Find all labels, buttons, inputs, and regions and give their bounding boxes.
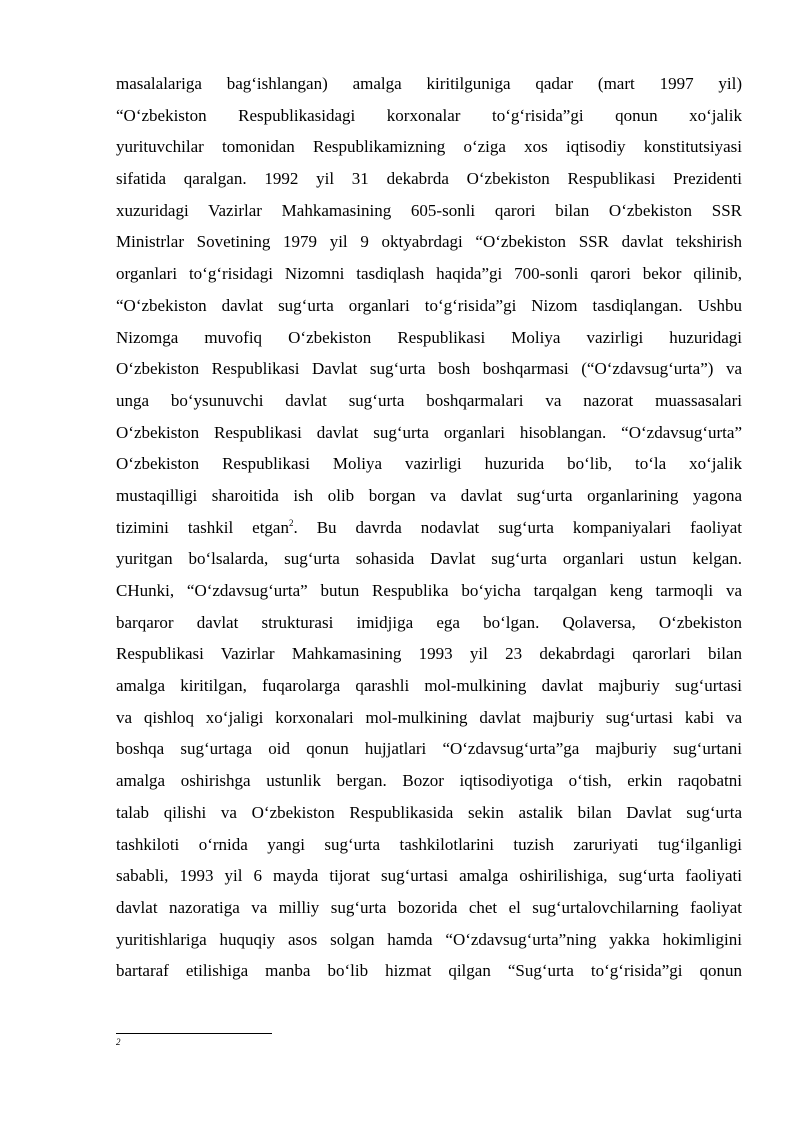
text-line-with-footnote	[116, 512, 742, 544]
text-line: O‘zbekiston Respublikasi davlat sug‘urta organlari hisoblangan. “O‘zdavsug‘urta”	[116, 422, 742, 442]
text-line: masalalariga bag‘ishlangan) amalga kiritilguniga qadar (mart 1997 yil)	[116, 74, 742, 93]
text-line: yuritishlariga huquqiy asos solgan hamda “O‘zdavsug‘urta”ning yakka hokimligini	[116, 929, 742, 949]
footnote-separator	[116, 1033, 272, 1034]
text-segment: tizimini tashkil etgan	[116, 517, 289, 537]
text-line: “O‘zbekiston davlat sug‘urta organlari to‘g‘risida”gi Nizom tasdiqlangan. Ushbu	[116, 295, 742, 315]
text-line: yuritgan bo‘lsalarda, sug‘urta sohasida Davlat sug‘urta organlari ustun kelgan.	[116, 549, 742, 569]
text-line: O‘zbekiston Respublikasi Moliya vazirligi huzurida bo‘lib, to‘la xo‘jalik	[116, 454, 742, 474]
text-line: unga bo‘ysunuvchi davlat sug‘urta boshqarmalari va nazorat muassasalari	[116, 390, 742, 410]
text-line: talab qilishi va O‘zbekiston Respublikasida sekin astalik bilan Davlat sug‘urta	[116, 802, 742, 822]
text-line: Ministrlar Sovetining 1979 yil 9 oktyabrdagi “O‘zbekiston SSR davlat tekshirish	[116, 232, 742, 252]
text-line: barqaror davlat strukturasi imidjiga ega bo‘lgan. Qolaversa, O‘zbekiston	[116, 612, 742, 632]
text-line: O‘zbekiston Respublikasi Davlat sug‘urta bosh boshqarmasi (“O‘zdavsug‘urta”) va	[116, 359, 742, 379]
text-line: CHunki, “O‘zdavsug‘urta” butun Respublika bo‘yicha tarqalgan keng tarmoqli va	[116, 581, 742, 600]
text-line: bartaraf etilishiga manba bo‘lib hizmat qilgan “Sug‘urta to‘g‘risida”gi qonun	[116, 961, 742, 981]
text-line: boshqa sug‘urtaga oid qonun hujjatlari “O‘zdavsug‘urta”ga majburiy sug‘urtani	[116, 739, 742, 759]
text-line: davlat nazoratiga va milliy sug‘urta bozorida chet el sug‘urtalovchilarning faoliyat	[116, 897, 742, 917]
footnote-reference[interactable]: 2	[288, 517, 294, 528]
text-line: organlari to‘g‘risidagi Nizomni tasdiqlash haqida”gi 700-sonli qarori bekor qilinib,	[116, 264, 742, 284]
text-line: amalga kiritilgan, fuqarolarga qarashli mol-mulkining davlat majburiy sug‘urtasi	[116, 676, 742, 696]
text-line: va qishloq xo‘jaligi korxonalari mol-mulkining davlat majburiy sug‘urtasi kabi va	[116, 707, 742, 727]
text-line: Nizomga muvofiq O‘zbekiston Respublikasi Moliya vazirligi huzuridagi	[116, 327, 742, 347]
text-segment: . Bu davrda nodavlat sug‘urta kompaniyalari faoliyat	[293, 517, 743, 537]
text-line: mustaqilligi sharoitida ish olib borgan va davlat sug‘urta organlarining yagona	[116, 485, 742, 505]
text-line: yurituvchilar tomonidan Respublikamizning o‘ziga xos iqtisodiy konstitutsiyasi	[116, 137, 742, 157]
text-line: “O‘zbekiston Respublikasidagi korxonalar to‘g‘risida”gi qonun xo‘jalik	[116, 105, 742, 125]
text-line: sababli, 1993 yil 6 mayda tijorat sug‘urtasi amalga oshirilishiga, sug‘urta faoliyati	[116, 866, 742, 886]
text-line: Respublikasi Vazirlar Mahkamasining 1993 yil 23 dekabrdagi qarorlari bilan	[116, 644, 742, 664]
text-line: sifatida qaralgan. 1992 yil 31 dekabrda O‘zbekiston Respublikasi Prezidenti	[116, 169, 742, 189]
text-line: amalga oshirishga ustunlik bergan. Bozor iqtisodiyotiga o‘tish, erkin raqobatni	[116, 771, 742, 791]
document-body	[116, 68, 742, 987]
text-line: tashkiloti o‘rnida yangi sug‘urta tashkilotlarini tuzish zaruriyati tug‘ilganligi	[116, 834, 742, 854]
footnote-number: 2	[116, 1037, 121, 1047]
text-line: xuzuridagi Vazirlar Mahkamasining 605-sonli qarori bilan O‘zbekiston SSR	[116, 200, 742, 220]
